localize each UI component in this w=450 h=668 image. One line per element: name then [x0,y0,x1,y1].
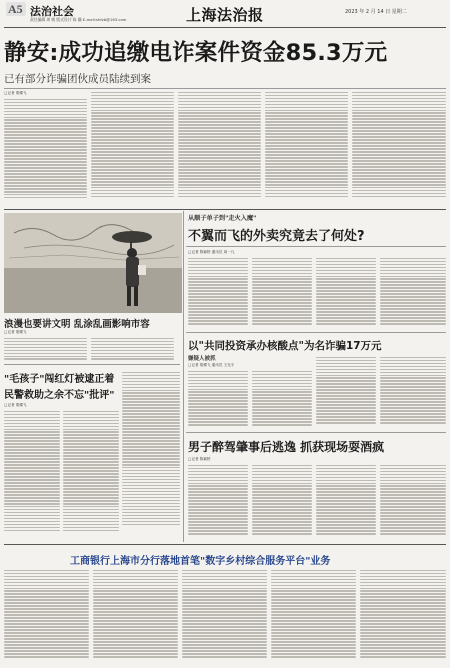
lead-body-col-1 [4,97,87,207]
drunk-body-col-4 [380,463,446,541]
ad-body-col-4 [271,568,356,664]
side-body-col-3 [122,370,180,541]
page-number-badge [6,2,26,16]
feature-headline: 不翼而飞的外卖究竟去了何处? [188,229,365,244]
lead-body-col-3 [178,90,261,207]
scam-headline: 以"共同投资承办核酸点"为名诈骗17万元 [188,340,382,352]
feature-body-col-2 [252,256,312,330]
scam-body-col-3 [316,355,376,429]
side-byline: □记者 胡蝶飞 [4,403,27,407]
feature-kicker: 从顺子单子到"走火入魔" [188,215,257,222]
scam-body-col-4 [380,355,446,429]
drunk-body-col-1 [188,463,248,541]
divider [4,88,446,89]
ad-body-col-1 [4,568,89,664]
scam-byline: □记者 胡蝶飞 通讯员 王光宇 [188,363,235,367]
divider [4,364,180,365]
photo-caption-title: 浪漫也要讲文明 乱涂乱画影响市容 [4,319,150,330]
photo-caption-body-col-2 [91,336,174,362]
drunk-headline: 男子醉驾肇事后逃逸 抓获现场耍酒疯 [188,440,385,454]
lead-body-col-2 [91,90,174,207]
feature-body-col-3 [316,256,376,330]
ad-body-col-3 [182,568,267,664]
lead-byline: □记者 胡蝶飞 [4,91,27,95]
page-number: A5 [8,2,23,16]
masthead-nav: 责任编辑 周 敏 版式设计 陈 骥 E-mail:shfzb@163.com [30,17,127,22]
photo-byline: □记者 胡蝶飞 [4,330,27,334]
scam-body-col-2 [252,369,312,429]
drunk-byline: □记者 陈颖婷 [188,457,211,461]
side-body-col-2 [63,409,119,541]
masthead [0,0,450,30]
lead-headline: 静安:成功追缴电诈案件资金85.3万元 [4,40,388,66]
feature-body-col-4 [380,256,446,330]
side-headline-line-1: "毛孩子"闯红灯被逮正着 [4,374,115,385]
scam-subhead: 嫌疑人被抓 [188,356,216,362]
lead-subheadline: 已有部分诈骗团伙成员陆续到案 [4,73,151,85]
drunk-body-col-3 [316,463,376,541]
divider [186,332,446,333]
divider [4,544,446,545]
drunk-body-col-2 [252,463,312,541]
side-headline-line-2: 民警救助之余不忘"批评" [4,390,115,401]
divider [4,209,446,210]
lead-body-col-5 [352,90,446,207]
lead-body-col-4 [265,90,348,207]
paper-name: 上海法治报 [186,6,264,24]
column-divider [183,211,184,542]
divider [186,246,446,247]
ad-body-col-5 [360,568,446,664]
section-title: 法治社会 [30,5,74,18]
ad-headline: 工商银行上海市分行落地首笔"数字乡村综合服务平台"业务 [70,556,331,567]
ad-body-col-2 [93,568,178,664]
feature-byline: □记者 陈颖婷 通讯员 周一凡 [188,250,235,254]
photo-graffiti-wall-illustration [4,213,182,313]
news-photo [4,213,182,313]
divider [186,432,446,433]
masthead-rule [4,27,446,28]
photo-caption-body-col-1 [4,336,87,362]
scam-body-col-1 [188,369,248,429]
feature-body-col-1 [188,256,248,330]
issue-date: 2023 年 2 月 14 日 星期二 [345,9,407,15]
side-body-col-1 [4,409,60,541]
